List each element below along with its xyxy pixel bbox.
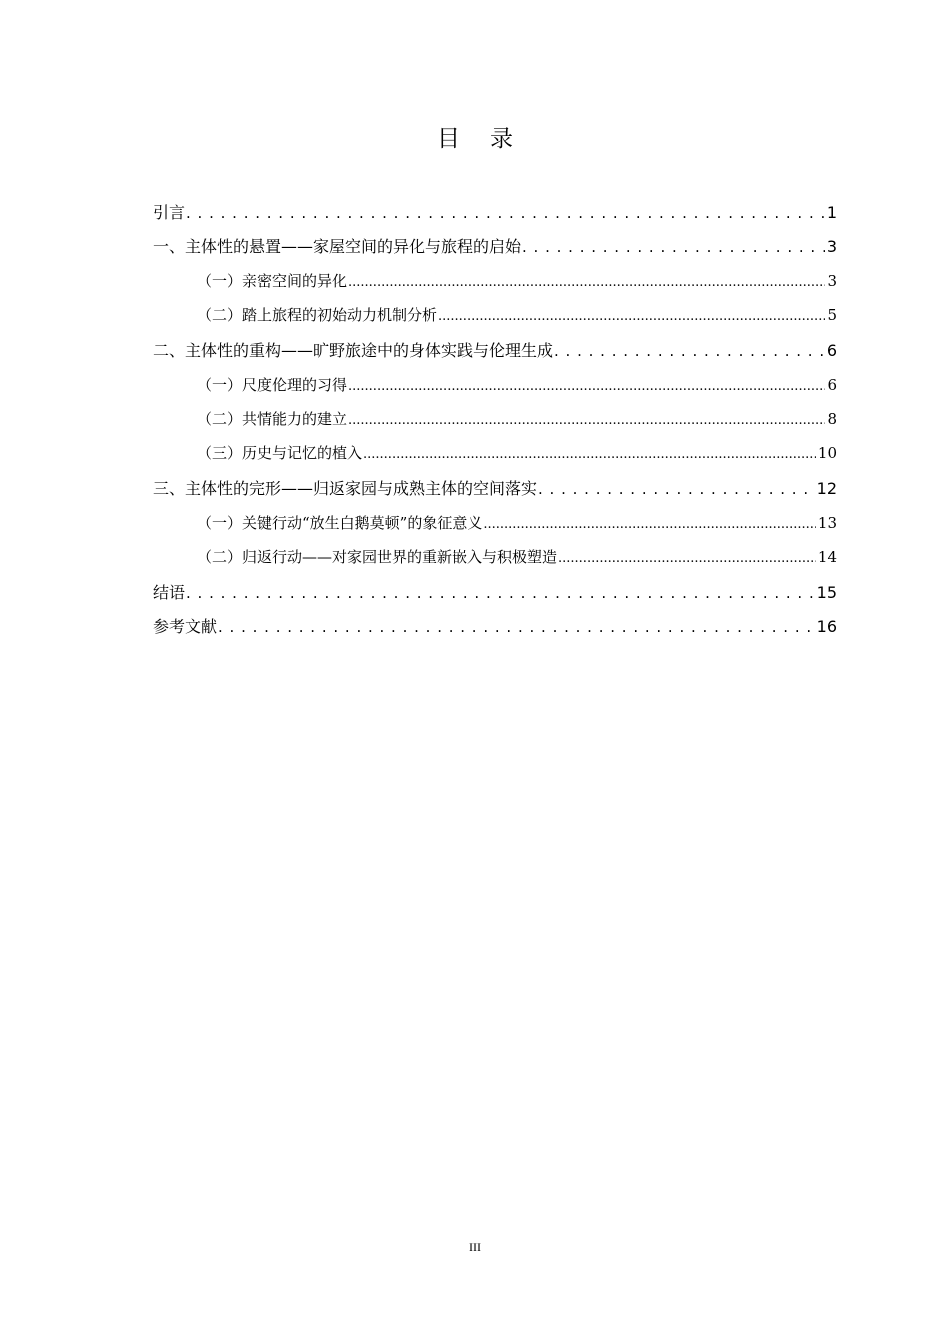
toc-page-number: 6 [827,376,837,394]
toc-entry-title: 引言 [153,203,186,222]
toc-page-number: 6 [826,341,837,360]
toc-dot-leader [538,472,815,506]
toc-entry-title: （一）关键行动“放生白鹅莫顿”的象征意义 [197,514,483,532]
toc-page-number: 5 [827,306,837,324]
toc-page-number: 1 [826,203,837,222]
toc-entry-section-3-1[interactable] [153,506,837,540]
toc-dot-leader [186,196,825,230]
toc-page-number: 16 [816,617,837,636]
toc-entry-references[interactable] [153,610,837,644]
table-of-contents [153,196,837,644]
toc-page-number: 15 [816,583,837,602]
page-title: 目录 [437,126,543,152]
toc-entry-title: （二）共情能力的建立 [197,410,348,428]
toc-page-number: 13 [817,514,837,532]
toc-page-number: 3 [826,237,837,256]
toc-entry-section-3-2[interactable] [153,540,837,574]
toc-entry-title: 一、主体性的悬置——家屋空间的异化与旅程的启始 [153,237,522,256]
toc-dot-leader [348,402,825,436]
toc-dot-leader [218,610,815,644]
toc-dot-leader [438,298,825,332]
toc-entry-section-2-2[interactable] [153,402,837,436]
toc-entry-title: 三、主体性的完形——归返家园与成熟主体的空间落实 [153,479,538,498]
toc-page-number: 14 [817,548,837,566]
toc-entry-section-2-1[interactable] [153,368,837,402]
toc-dot-leader [558,540,816,574]
toc-page-number: 10 [817,444,837,462]
toc-dot-leader [554,334,825,368]
toc-entry-title: （一）亲密空间的异化 [197,272,348,290]
toc-entry-section-2-3[interactable] [153,436,837,470]
toc-entry-title: 二、主体性的重构——旷野旅途中的身体实践与伦理生成 [153,341,554,360]
toc-entry-conclusion[interactable] [153,576,837,610]
toc-entry-title: （一）尺度伦理的习得 [197,376,348,394]
page-number-footer: III [469,1240,481,1254]
toc-page-number: 3 [827,272,837,290]
toc-entry-title: （三）历史与记忆的植入 [197,444,363,462]
toc-dot-leader [483,506,816,540]
toc-dot-leader [348,264,825,298]
toc-entry-chapter-3[interactable] [153,472,837,506]
toc-entry-title: （二）归返行动——对家园世界的重新嵌入与积极塑造 [197,548,558,566]
toc-dot-leader [348,368,825,402]
toc-entry-introduction[interactable] [153,196,837,230]
toc-entry-title: 参考文献 [153,617,218,636]
toc-entry-section-1-2[interactable] [153,298,837,332]
toc-entry-section-1-1[interactable] [153,264,837,298]
toc-dot-leader [522,230,825,264]
toc-page-number: 12 [816,479,837,498]
toc-page-number: 8 [827,410,837,428]
toc-entry-chapter-1[interactable] [153,230,837,264]
toc-entry-title: 结语 [153,583,186,602]
toc-dot-leader [186,576,815,610]
toc-dot-leader [363,436,816,470]
toc-entry-title: （二）踏上旅程的初始动力机制分析 [197,306,438,324]
toc-entry-chapter-2[interactable] [153,334,837,368]
